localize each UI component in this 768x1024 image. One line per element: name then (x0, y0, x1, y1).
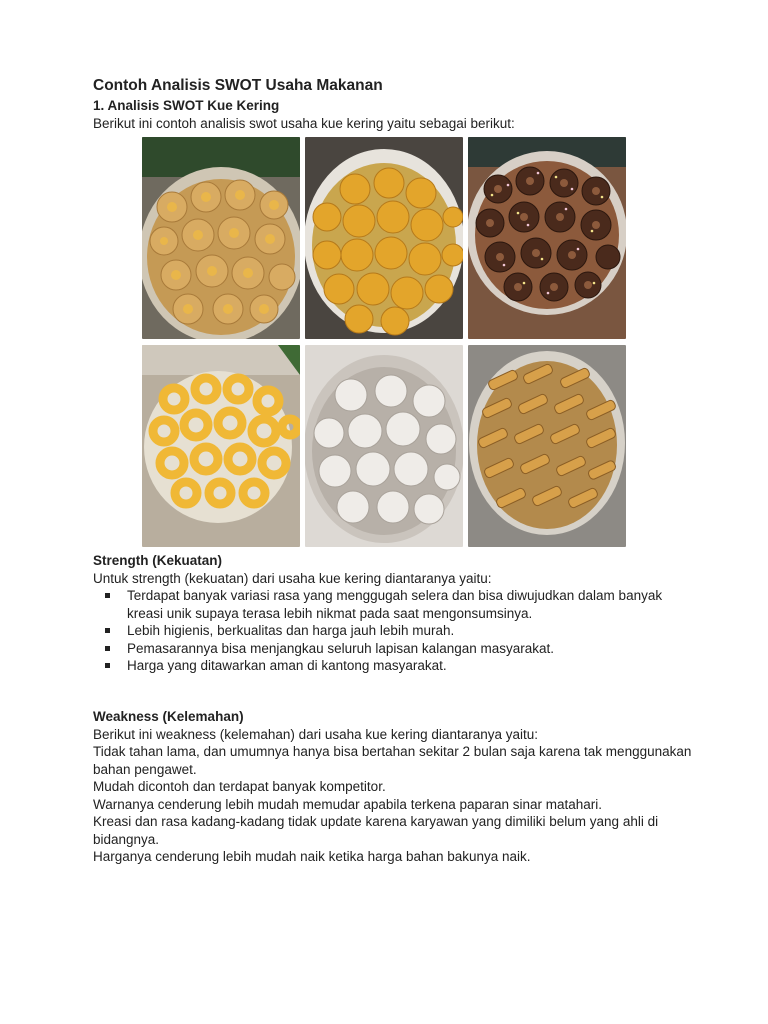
weakness-line: Mudah dicontoh dan terdapat banyak kompetitor. (93, 779, 386, 794)
chocolate-donut-cookies-photo (468, 137, 626, 339)
nastar-cookies-photo (142, 137, 300, 339)
weakness-section (93, 708, 693, 866)
intro-text: Berikut ini contoh analisis swot usaha kue kering yaitu sebagai berikut: (93, 116, 515, 131)
weakness-line: Tidak tahan lama, dan umumnya hanya bisa bertahan sekitar 2 bulan saja karena tak menggunakan bahan pengawet. (93, 744, 692, 777)
weakness-heading: Weakness (Kelemahan) (93, 709, 244, 724)
weakness-line: Harganya cenderung lebih mudah naik ketika harga bahan bakunya naik. (93, 849, 531, 864)
ring-cheese-cookies-photo (142, 345, 300, 547)
strength-heading: Strength (Kekuatan) (93, 553, 223, 568)
strength-list (93, 587, 693, 675)
cookie-photo-gallery (142, 137, 626, 547)
snowball-cookies-photo (305, 345, 463, 547)
list-item: Pemasarannya bisa menjangkau seluruh lapisan kalangan masyarakat. (127, 640, 693, 658)
section-subtitle: 1. Analisis SWOT Kue Kering (93, 98, 280, 113)
round-cookies-photo (305, 137, 463, 339)
list-item: Terdapat banyak variasi rasa yang menggugah selera dan bisa diwujudkan dalam banyak kreasi unik supaya terasa lebih nikmat pada saat mengonsumsinya. (127, 587, 693, 622)
kastengel-cookies-photo (468, 345, 626, 547)
strength-section (93, 552, 693, 675)
list-item: Lebih higienis, berkualitas dan harga jauh lebih murah. (127, 622, 693, 640)
weakness-intro: Berikut ini weakness (kelemahan) dari usaha kue kering diantaranya yaitu: (93, 726, 538, 742)
page-title: Contoh Analisis SWOT Usaha Makanan (93, 77, 383, 94)
weakness-line: Warnanya cenderung lebih mudah memudar apabila terkena paparan sinar matahari. (93, 796, 603, 812)
list-item: Harga yang ditawarkan aman di kantong masyarakat. (127, 657, 693, 675)
weakness-line: Kreasi dan rasa kadang-kadang tidak update karena karyawan yang dimiliki belum yang ahli di bidangnya. (93, 814, 659, 847)
document-header (93, 76, 693, 133)
strength-intro: Untuk strength (kekuatan) dari usaha kue kering diantaranya yaitu: (93, 570, 492, 586)
